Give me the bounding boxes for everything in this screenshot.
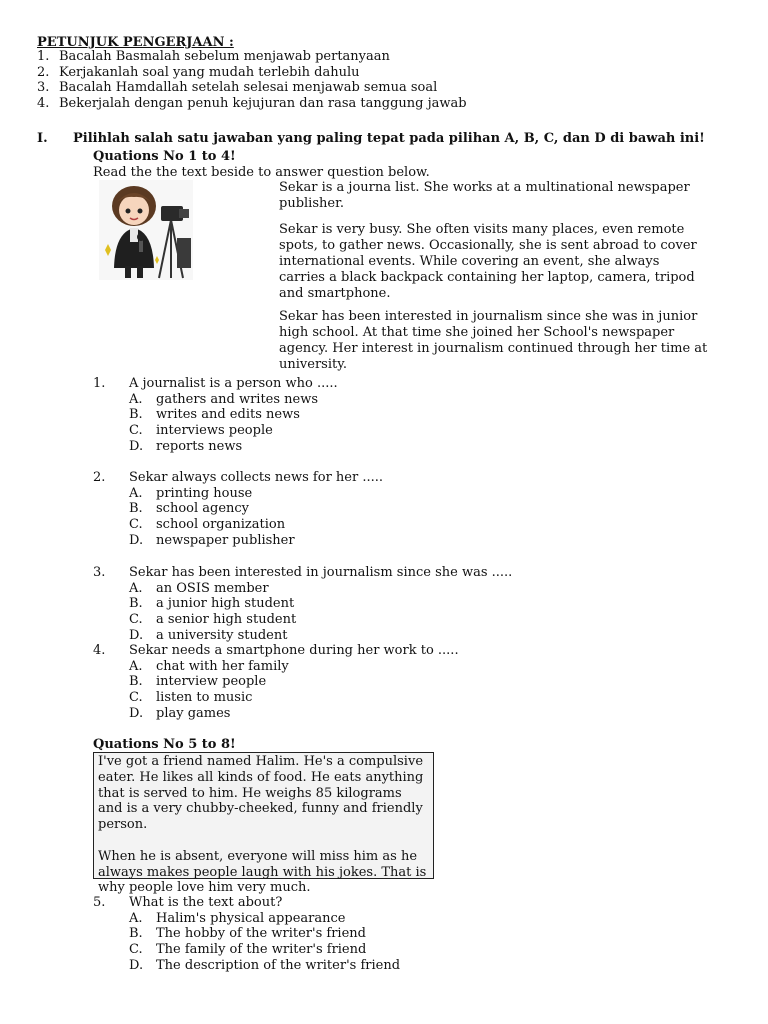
answer-option[interactable]: C. school organization	[129, 517, 286, 533]
answer-option[interactable]: B. interview people	[129, 674, 267, 690]
answer-option[interactable]: A. gathers and writes news	[129, 391, 319, 407]
question: 4. Sekar needs a smartphone during her work to ..... A. chat with her family B. interview people C. listen to music D. play games	[93, 643, 459, 721]
box-paragraph: I've got a friend named Halim. He's a compulsive eater. He likes all kinds of food. He eats anything that is served to him. He weighs 85 kilograms and is a very chubby-cheeked, funny and friendly person.	[98, 754, 424, 833]
question-text: What is the text about?	[129, 895, 283, 910]
question: 1. A journalist is a person who ..... A. gathers and writes news B. writes and edits news C. interviews people D. reports news	[93, 376, 338, 454]
question-text: Sekar has been interested in journalism since she was .....	[129, 565, 513, 580]
answer-option[interactable]: A. chat with her family	[129, 658, 289, 674]
part2-heading: Quations No 5 to 8!	[93, 737, 236, 752]
reading-paragraph: Sekar has been interested in journalism since she was in junior high school. At that time she joined her School's newspaper agency. Her interest in journalism continued through her time at university.	[279, 309, 708, 372]
instructions-list	[37, 49, 467, 112]
answer-option[interactable]: B. school agency	[129, 501, 250, 517]
question: 5. What is the text about? A. Halim's physical appearance B. The hobby of the writer's friend C. The family of the writer's friend D. The description of the writer's friend	[93, 895, 401, 973]
section-number: I.	[37, 131, 48, 146]
answer-option[interactable]: B. a junior high student	[129, 596, 295, 612]
answer-option[interactable]: D. reports news	[129, 438, 243, 454]
question: 2. Sekar always collects news for her ..... A. printing house B. school agency C. school organization D. newspaper publisher	[93, 470, 383, 548]
answer-option[interactable]: D. newspaper publisher	[129, 532, 295, 548]
answer-option[interactable]: B. The hobby of the writer's friend	[129, 926, 366, 942]
question-text: Sekar needs a smartphone during her work to .....	[129, 643, 459, 658]
box-paragraph: When he is absent, everyone will miss him as he always makes people laugh with his jokes. That is why people love him very much.	[98, 848, 427, 896]
instruction-item: 1. Bacalah Basmalah sebelum menjawab pertanyaan	[37, 49, 390, 64]
answer-option[interactable]: D. The description of the writer's friend	[129, 957, 401, 973]
answer-option[interactable]: A. an OSIS member	[129, 580, 269, 596]
answer-option[interactable]: C. listen to music	[129, 690, 253, 706]
answer-option[interactable]: A. Halim's physical appearance	[129, 910, 346, 926]
answer-option[interactable]: C. a senior high student	[129, 612, 297, 628]
answer-option[interactable]: D. a university student	[129, 627, 288, 643]
section-title: Pilihlah salah satu jawaban yang paling tepat pada pilihan A, B, C, dan D di bawah ini!	[73, 131, 705, 146]
answer-option[interactable]: B. writes and edits news	[129, 407, 300, 423]
part1-heading: Quations No 1 to 4!	[93, 149, 236, 164]
instruction-item: 4. Bekerjalah dengan penuh kejujuran dan rasa tanggung jawab	[37, 96, 467, 112]
reading-paragraph: Sekar is a journa list. She works at a multinational newspaper publisher.	[279, 180, 690, 211]
journalist-illustration	[99, 180, 193, 280]
question-text: Sekar always collects news for her .....	[129, 470, 383, 485]
reading-box	[93, 752, 434, 896]
reading-paragraph: Sekar is very busy. She often visits many places, even remote spots, to gather news. Occasionally, she is sent abroad to cover international events. While covering an event, she always carries a black backpack containing her laptop, camera, tripod and smartphone.	[279, 222, 697, 301]
question: 3. Sekar has been interested in journalism since she was ..... A. an OSIS member B. a junior high student C. a senior high student D. a university student	[93, 565, 513, 643]
instruction-item: 2. Kerjakanlah soal yang mudah terlebih dahulu	[37, 64, 360, 80]
answer-option[interactable]: C. The family of the writer's friend	[129, 942, 367, 958]
answer-option[interactable]: D. play games	[129, 705, 231, 721]
part1-instruction: Read the the text beside to answer question below.	[93, 165, 430, 180]
answer-option[interactable]: A. printing house	[129, 485, 253, 501]
question-text: A journalist is a person who .....	[129, 376, 338, 391]
instructions-title: PETUNJUK PENGERJAAN :	[37, 35, 234, 50]
instruction-item: 3. Bacalah Hamdallah setelah selesai menjawab semua soal	[37, 80, 438, 96]
answer-option[interactable]: C. interviews people	[129, 423, 273, 439]
